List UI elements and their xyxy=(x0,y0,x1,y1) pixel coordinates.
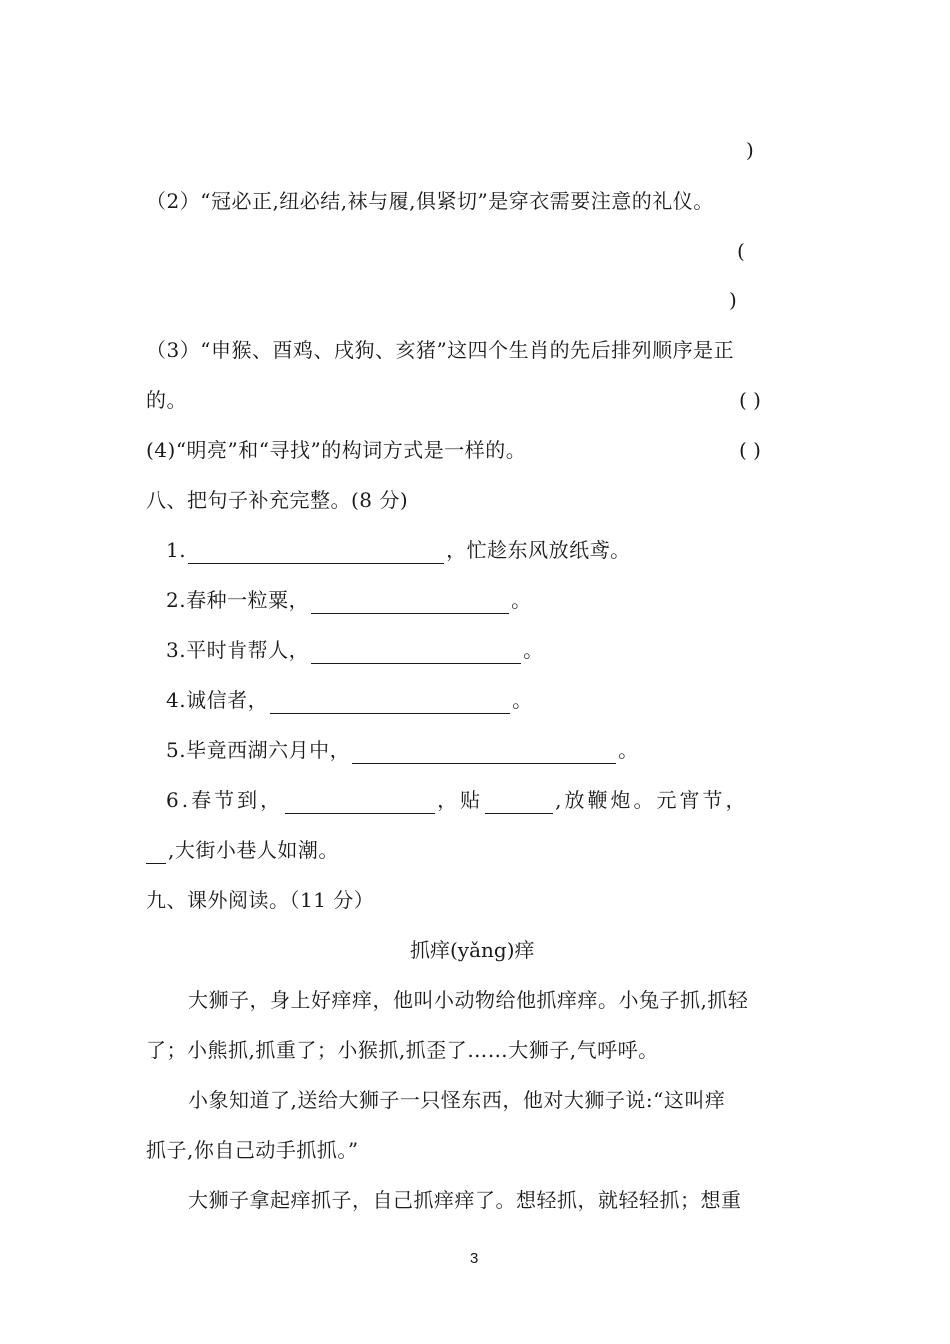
fill-item-5 xyxy=(166,736,639,764)
fill-blank-6c[interactable] xyxy=(146,841,166,864)
q1-close-paren: ) xyxy=(746,138,754,162)
fill-blank-5[interactable] xyxy=(352,741,616,764)
q2-close-paren: ) xyxy=(729,288,737,312)
fill-item-3 xyxy=(166,636,544,664)
fill-item-4-after: 。 xyxy=(512,688,533,712)
fill-item-1-after: ，忙趁东风放纸鸢。 xyxy=(446,538,631,562)
reading-p2-line1: 小象知道了,送给大狮子一只怪东西，他对大狮子说:“这叫痒 xyxy=(188,1088,726,1112)
section9-heading: 九、课外阅读。（11 分） xyxy=(146,888,375,912)
q3-text-line1: （3）“申猴、酉鸡、戌狗、亥猪”这四个生肖的先后排列顺序是正 xyxy=(146,338,735,362)
section8-heading: 八、把句子补充完整。(8 分) xyxy=(146,488,409,512)
fill-item-2 xyxy=(166,586,532,614)
q3-answer-paren[interactable]: ( ) xyxy=(739,388,761,412)
fill-item-3-before: 平时肯帮人， xyxy=(186,638,310,662)
fill-item-2-num: 2. xyxy=(166,588,187,612)
fill-item-4-num: 4. xyxy=(166,688,187,712)
fill-blank-1[interactable] xyxy=(188,541,444,564)
reading-p2-line2: 抓子,你自己动手抓抓。” xyxy=(146,1138,359,1162)
fill-item-6-line2 xyxy=(146,836,339,864)
fill-item-1 xyxy=(166,536,631,564)
fill-item-6-num: 6. xyxy=(166,788,192,812)
fill-blank-6b[interactable] xyxy=(485,791,553,814)
q2-text: （2）“冠必正,纽必结,袜与履,俱紧切”是穿衣需要注意的礼仪。 xyxy=(146,189,714,213)
fill-item-6-part1: 春节到， xyxy=(191,788,284,812)
page-number: 3 xyxy=(470,1250,479,1267)
fill-item-4-before: 诚信者， xyxy=(186,688,269,712)
q2-open-paren: ( xyxy=(737,239,745,263)
fill-item-2-before: 春种一粒粟， xyxy=(186,588,310,612)
fill-blank-4[interactable] xyxy=(270,691,510,714)
fill-item-5-before: 毕竟西湖六月中， xyxy=(186,738,351,762)
fill-item-5-num: 5. xyxy=(166,738,187,762)
fill-item-5-after: 。 xyxy=(618,738,639,762)
fill-blank-2[interactable] xyxy=(311,591,509,614)
fill-item-3-num: 3. xyxy=(166,638,187,662)
fill-item-1-num: 1. xyxy=(166,538,187,562)
fill-item-6-part3: ,放鞭炮。元宵节， xyxy=(555,788,749,812)
fill-item-2-after: 。 xyxy=(511,588,532,612)
q4-answer-paren[interactable]: ( ) xyxy=(739,438,761,462)
fill-item-4 xyxy=(166,686,533,714)
fill-item-3-after: 。 xyxy=(523,638,544,662)
fill-item-6 xyxy=(166,786,748,814)
fill-blank-3[interactable] xyxy=(311,641,521,664)
fill-item-6-part2: ，贴 xyxy=(437,788,484,812)
q4-text: (4)“明亮”和“寻找”的构词方式是一样的。 xyxy=(146,438,527,462)
reading-p1-line1: 大狮子，身上好痒痒，他叫小动物给他抓痒痒。小兔子抓,抓轻 xyxy=(188,988,749,1012)
reading-title: 抓痒(yǎng)痒 xyxy=(410,938,535,962)
fill-blank-6a[interactable] xyxy=(285,791,435,814)
reading-p1-line2: 了；小熊抓,抓重了；小猴抓,抓歪了……大狮子,气呼呼。 xyxy=(146,1038,659,1062)
fill-item-6-part4: ,大街小巷人如潮。 xyxy=(168,838,339,862)
reading-p3-line1: 大狮子拿起痒抓子，自己抓痒痒了。想轻抓，就轻轻抓；想重 xyxy=(188,1188,742,1212)
q3-text-line2: 的。 xyxy=(146,388,187,412)
